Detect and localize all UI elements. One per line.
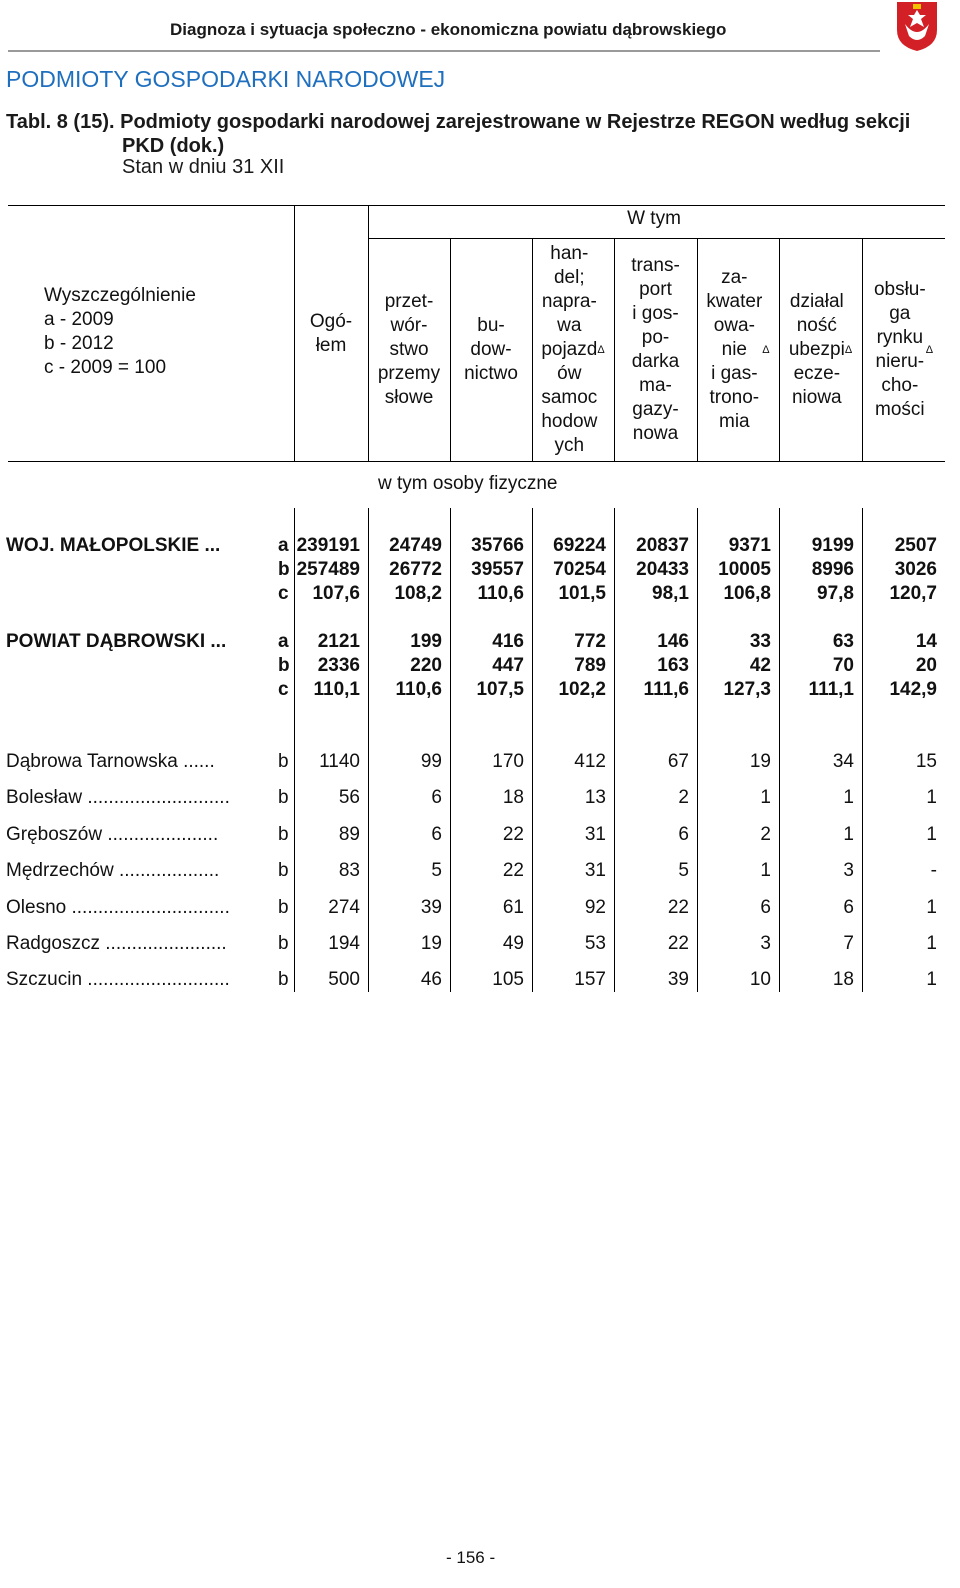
table-cell: 1 [760,787,771,809]
row-variant-letter: b [278,655,290,676]
table-cell: 1 [926,969,937,991]
table-cell: 1140 [319,751,360,772]
table-cell: 56 [338,787,360,809]
table-cell: 163 [657,655,689,676]
row-label: Mędrzechów ................... [6,860,220,882]
table-cell: 18 [832,969,854,991]
row-variant-letter: b [278,896,289,918]
table-cell: 146 [657,631,689,652]
row-label: Dąbrowa Tarnowska ...... [6,751,215,772]
table-cell: 107,5 [476,679,524,700]
spec-header-line: c - 2009 = 100 [44,357,167,378]
table-cell: 46 [420,969,442,991]
row-label: Olesno .............................. [6,896,230,918]
coat-of-arms-icon [895,0,939,52]
table-cell: 13 [584,787,606,809]
column-header [368,239,450,461]
table-cell: 99 [420,751,442,772]
header-rule [8,50,880,52]
spec-header-line: a - 2009 [44,309,114,330]
table-cell: 5 [431,860,442,882]
table-row [0,558,960,582]
table-cell: 6 [760,896,771,918]
row-variant-letter: b [278,860,289,882]
status-line: Stan w dniu 31 XII [122,156,285,178]
w-tym-osoby-header: w tym osoby fizyczne [378,473,558,494]
table-cell: 110,6 [395,679,442,700]
w-tym-header: W tym [627,208,681,229]
table-title-line2: PKD (dok.) [122,135,225,157]
column-header-label: han- del; napra- wa pojazd ów samoc hodow ych [541,243,598,456]
table-cell: 19 [420,933,442,954]
table-row [0,823,960,847]
table-cell: 2121 [317,631,360,652]
table-cell: 15 [915,751,937,772]
table-cell: 105 [492,969,524,991]
table-cell: 22 [502,823,524,845]
row-variant-letter: a [278,535,289,556]
table-cell: 3 [760,933,771,954]
row-variant-letter: b [278,787,289,809]
table-cell: 20433 [636,559,689,580]
column-header-label: działal ność ubezpi eczе- niowa [788,291,845,408]
table-row [0,750,960,774]
column-header [532,239,614,461]
spec-header [44,284,196,380]
table-row [0,786,960,810]
table-cell: 789 [574,655,606,676]
table-cell: 31 [584,860,606,882]
column-header-label: za- kwater owa- nie i gas- trono- mia [706,267,763,432]
table-cell: 108,2 [394,583,442,604]
table-cell: 6 [431,787,442,809]
table-cell: 10005 [718,559,771,580]
table-row [0,932,960,956]
table-cell: 20837 [636,535,689,556]
table-cell: 8996 [811,559,854,580]
table-cell: 53 [584,933,606,954]
table-row [0,968,960,992]
row-label: Bolesław ........................... [6,787,230,809]
table-cell: 39557 [471,559,524,580]
column-header-label: trans- port i gos- po- darka ma- gazy- nowa [631,255,680,444]
table-cell: 2 [678,787,689,809]
table-cell: 70 [832,655,854,676]
table-cell: 772 [574,631,606,652]
table-title [6,110,946,158]
table-cell: 34 [832,751,854,772]
table-cell: 2 [760,823,771,845]
table-cell: 447 [492,655,524,676]
table-cell: 220 [410,655,442,676]
table-row [0,582,960,606]
table-row [0,896,960,920]
table-cell: 63 [832,631,854,652]
table-row [0,630,960,654]
table-cell: 19 [749,751,771,772]
table-cell: 89 [338,823,360,845]
table-cell: 26772 [389,559,442,580]
table-cell: - [930,860,937,882]
row-variant-letter: b [278,559,290,580]
table-cell: 1 [926,823,937,845]
table-cell: 1 [926,787,937,809]
table-cell: 6 [843,896,854,918]
section-title: PODMIOTY GOSPODARKI NARODOWEJ [6,66,446,92]
row-variant-letter: b [278,823,289,845]
table-cell: 10 [749,969,771,991]
table-cell: 33 [749,631,771,652]
table-cell: 9199 [811,535,854,556]
table-cell: 157 [574,969,606,991]
table-cell: 61 [502,896,524,918]
table-cell: 69224 [553,535,606,556]
row-label: Radgoszcz ....................... [6,933,227,954]
table-cell: 111,6 [643,679,689,700]
row-label: Szczucin ........................... [6,969,230,991]
row-variant-letter: c [278,583,289,604]
table-cell: 194 [328,933,360,954]
table-cell: 107,6 [312,583,360,604]
page-number: - 156 - [446,1548,496,1567]
table-cell: 199 [410,631,442,652]
spec-header-line: b - 2012 [44,333,114,354]
table-cell: 98,1 [652,583,689,604]
table-cell: 274 [328,896,360,918]
table-cell: 500 [328,969,360,991]
column-header-label: przet- wór- stwo przemy słowe [377,291,441,408]
table-cell: 106,8 [723,583,771,604]
column-header [862,239,945,461]
table-cell: 22 [667,896,689,918]
table-cell: 6 [431,823,442,845]
table-cell: 83 [338,860,360,882]
table-cell: 22 [502,860,524,882]
column-header-total [294,206,368,461]
row-variant-letter: c [278,679,289,700]
delta-mark: Δ [844,344,853,356]
table-cell: 92 [584,896,606,918]
header-rule [8,461,945,462]
table-cell: 7 [843,933,854,954]
table-cell: 416 [492,631,524,652]
column-header-label: Ogó- łem [309,310,353,356]
document-header-title: Diagnoza i sytuacja społeczno - ekonomiczna powiatu dąbrowskiego [170,20,727,39]
table-cell: 3 [843,860,854,882]
table-cell: 70254 [553,559,606,580]
table-cell: 1 [843,823,854,845]
table-cell: 110,6 [477,583,524,604]
table-cell: 111,1 [808,679,854,700]
table-cell: 170 [492,751,524,772]
table-cell: 39 [667,969,689,991]
table-cell: 2336 [317,655,360,676]
table-cell: 1 [843,787,854,809]
header-rule [8,205,945,206]
row-variant-letter: a [278,631,289,652]
table-cell: 24749 [389,535,442,556]
table-cell: 39 [420,896,442,918]
table-cell: 6 [678,823,689,845]
delta-mark: Δ [762,344,770,356]
table-cell: 1 [926,896,937,918]
table-cell: 412 [574,751,606,772]
table-cell: 2507 [894,535,937,556]
column-header [779,239,862,461]
table-cell: 20 [915,655,937,676]
column-header [450,239,532,461]
table-cell: 110,1 [313,679,360,700]
table-cell: 35766 [471,535,524,556]
table-row [0,654,960,678]
table-cell: 97,8 [817,583,854,604]
table-cell: 14 [915,631,937,652]
table-cell: 5 [678,860,689,882]
table-cell: 127,3 [723,679,771,700]
table-cell: 67 [667,751,689,772]
table-cell: 142,9 [889,679,937,700]
column-header [697,239,779,461]
spec-header-line: Wyszczególnienie [44,285,196,306]
row-label: POWIAT DĄBROWSKI ... [6,631,227,652]
table-cell: 101,5 [558,583,606,604]
table-title-line1: Tabl. 8 (15). Podmioty gospodarki narodowej zarejestrowane w Rejestrze REGON według sekcji [6,111,911,133]
table-cell: 49 [502,933,524,954]
table-cell: 257489 [296,559,360,580]
column-header-label: bu- dow- nictwo [464,315,518,384]
table-cell: 1 [760,860,771,882]
table-cell: 102,2 [558,679,606,700]
table-cell: 120,7 [889,583,937,604]
column-header-label: obsłu- ga rynku nieru- cho- mości [873,279,926,420]
table-cell: 1 [926,933,937,954]
table-cell: 22 [667,933,689,954]
table-cell: 42 [749,655,771,676]
table-cell: 3026 [894,559,937,580]
delta-mark: Δ [925,344,934,356]
column-header [614,239,697,461]
row-label: WOJ. MAŁOPOLSKIE ... [6,535,221,556]
table-row [0,534,960,558]
row-variant-letter: b [278,933,289,954]
table-row [0,859,960,883]
delta-mark: Δ [597,344,605,356]
table-cell: 31 [584,823,606,845]
row-label: Gręboszów ..................... [6,823,219,845]
table-cell: 239191 [296,535,360,556]
table-row [0,678,960,702]
row-variant-letter: b [278,751,289,772]
row-variant-letter: b [278,969,289,991]
table-cell: 9371 [728,535,771,556]
table-cell: 18 [502,787,524,809]
